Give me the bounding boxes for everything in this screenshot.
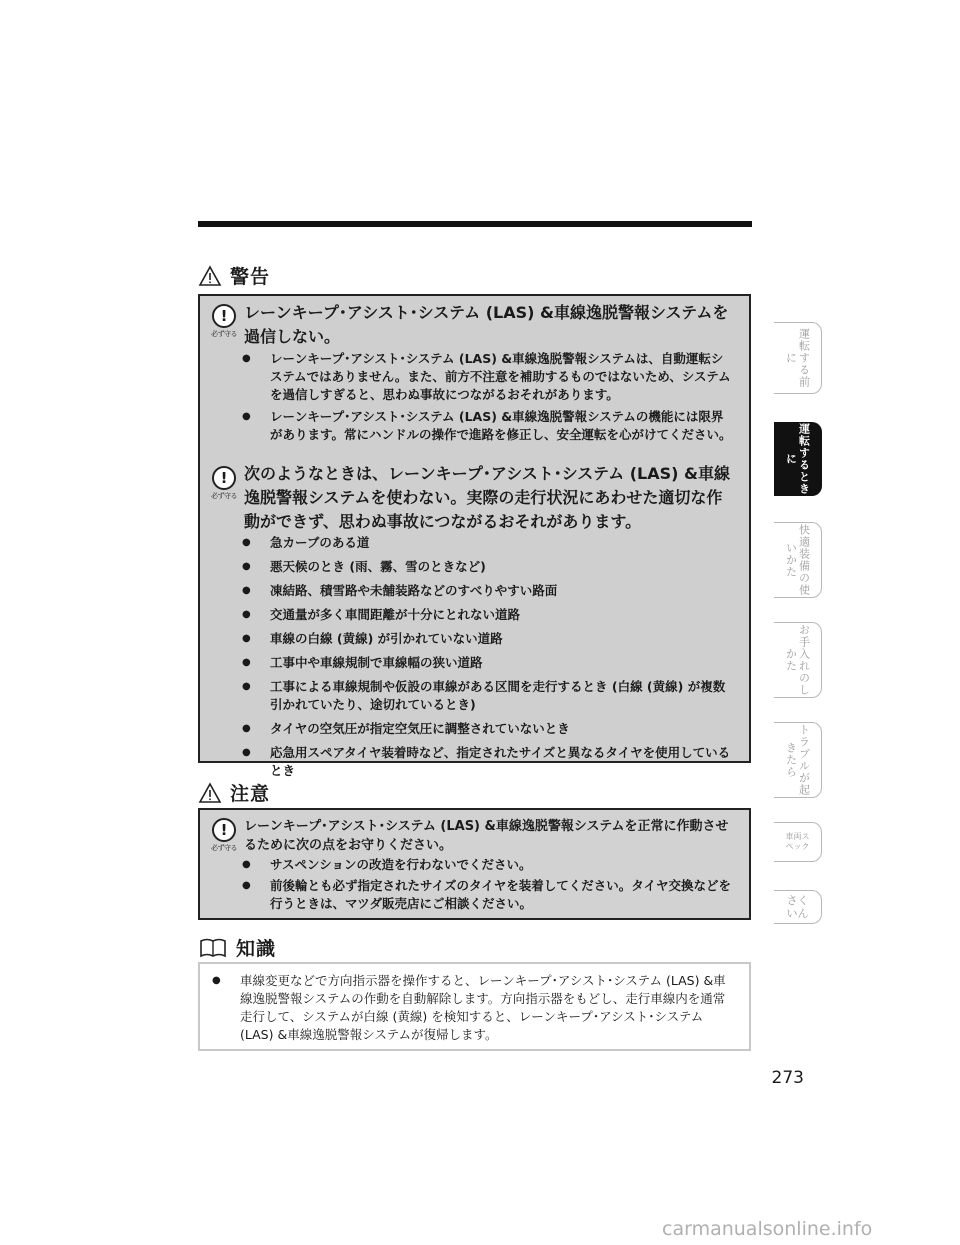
- caution-heading: レーンキープ･アシスト･システム (LAS) &車線逸脱警報システムを正常に作動させるために次の点をお守りください。: [244, 819, 729, 853]
- list-item: ● 急カーブのある道: [240, 534, 735, 552]
- list-item: ● 工事中や車線規制で車線幅の狭い道路: [240, 654, 735, 672]
- must-follow-label: 必ず守る: [211, 492, 237, 500]
- caution-box: [198, 808, 751, 920]
- must-follow-mark: [208, 466, 240, 501]
- tab-maintenance[interactable]: [774, 622, 822, 698]
- tab-label: 快適装備の使いかた: [784, 524, 811, 596]
- tab-index[interactable]: [774, 890, 822, 924]
- warning-box: [198, 294, 751, 778]
- tab-while-driving[interactable]: [774, 422, 822, 496]
- tab-vehicle-specs[interactable]: [774, 822, 822, 862]
- must-follow-label: 必ず守る: [211, 330, 237, 338]
- list-item: ● 車線変更などで方向指示器を操作すると、レーンキープ･アシスト･システム (LAS) &車線逸脱警報システムの作動を自動解除します。方向指示器をもどし、走行車線内を通常走行して、システムが白線 (黄線) を検知すると、レーンキープ･アシスト･システム (LAS) &車線逸脱警報システムが復帰します。: [210, 972, 733, 1044]
- exclamation-icon: !: [212, 818, 236, 842]
- list-item: ● 悪天候のとき (雨、霧、雪のときなど): [240, 558, 735, 576]
- knowledge-title: 知識: [236, 938, 277, 960]
- list-item: ● 工事による車線規制や仮設の車線がある区間を走行するとき (白線 (黄線) が複数引かれていたり、途切れているとき): [240, 678, 735, 714]
- caution-title: 注意: [230, 783, 271, 805]
- must-follow-label: 必ず守る: [211, 844, 237, 852]
- list-item: ● タイヤの空気圧が指定空気圧に調整されていないとき: [240, 720, 735, 738]
- list-item: ● 凍結路、積雪路や未舗装路などのすべりやすい路面: [240, 582, 735, 600]
- list-item: ● サスペンションの改造を行わないでください。: [240, 856, 735, 874]
- warning-heading-1: レーンキープ･アシスト･システム (LAS) &車線逸脱警報システムを過信しない。: [244, 303, 729, 346]
- list-item: ● 交通量が多く車間距離が十分にとれない道路: [240, 606, 735, 624]
- tab-comfort-equipment[interactable]: [774, 522, 822, 598]
- tab-label: 運転するときに: [784, 423, 811, 495]
- warning-list-2: [240, 534, 735, 786]
- tab-label: 運転する前に: [784, 328, 811, 388]
- warning-title: 警告: [230, 266, 271, 288]
- warning-triangle-icon: [198, 265, 222, 287]
- footer-watermark: carmanualsonline.info: [662, 1218, 873, 1240]
- tab-label: 車両スペック: [785, 832, 810, 851]
- knowledge-header: [198, 934, 276, 961]
- top-rule: [198, 221, 752, 227]
- list-item: ● レーンキープ･アシスト･システム (LAS) &車線逸脱警報システムは、自動運転システムではありません。また、前方不注意を補助するものではないため、システムを過信しすぎると、思わぬ事故につながるおそれがあります。: [240, 350, 735, 404]
- warning-list-1: [240, 350, 735, 448]
- tab-before-driving[interactable]: [774, 322, 822, 394]
- exclamation-icon: !: [212, 304, 236, 328]
- caution-triangle-icon: [198, 782, 222, 804]
- caution-list: [240, 856, 735, 916]
- page-number: 273: [771, 1068, 804, 1088]
- tab-troubleshooting[interactable]: [774, 722, 822, 798]
- list-item: ● レーンキープ･アシスト･システム (LAS) &車線逸脱警報システムの機能には限界があります。常にハンドルの操作で進路を修正し、安全運転を心がけてください。: [240, 408, 735, 444]
- exclamation-icon: !: [212, 466, 236, 490]
- warning-heading-2: 次のようなときは、レーンキープ･アシスト･システム (LAS) &車線逸脱警報システムを使わない。実際の走行状況にあわせた適切な作動ができず、思わぬ事故につながるおそれがあります。: [244, 464, 730, 531]
- must-follow-mark: [208, 818, 240, 853]
- knowledge-list: [210, 972, 733, 1044]
- warning-header: [198, 262, 270, 289]
- list-item: ● 車線の白線 (黄線) が引かれていない道路: [240, 630, 735, 648]
- must-follow-mark: [208, 304, 240, 339]
- knowledge-box: [198, 962, 751, 1051]
- list-item: ● 応急用スペアタイヤ装着時など、指定されたサイズと異なるタイヤを使用しているとき: [240, 744, 735, 780]
- book-icon: [198, 937, 228, 959]
- tab-label: トラブルが起きたら: [784, 724, 811, 796]
- caution-header: [198, 779, 270, 806]
- tab-label: さくいん: [786, 894, 809, 920]
- list-item: ● 前後輪とも必ず指定されたサイズのタイヤを装着してください。タイヤ交換などを行うときは、マツダ販売店にご相談ください。: [240, 877, 735, 913]
- tab-label: お手入れのしかた: [784, 624, 811, 696]
